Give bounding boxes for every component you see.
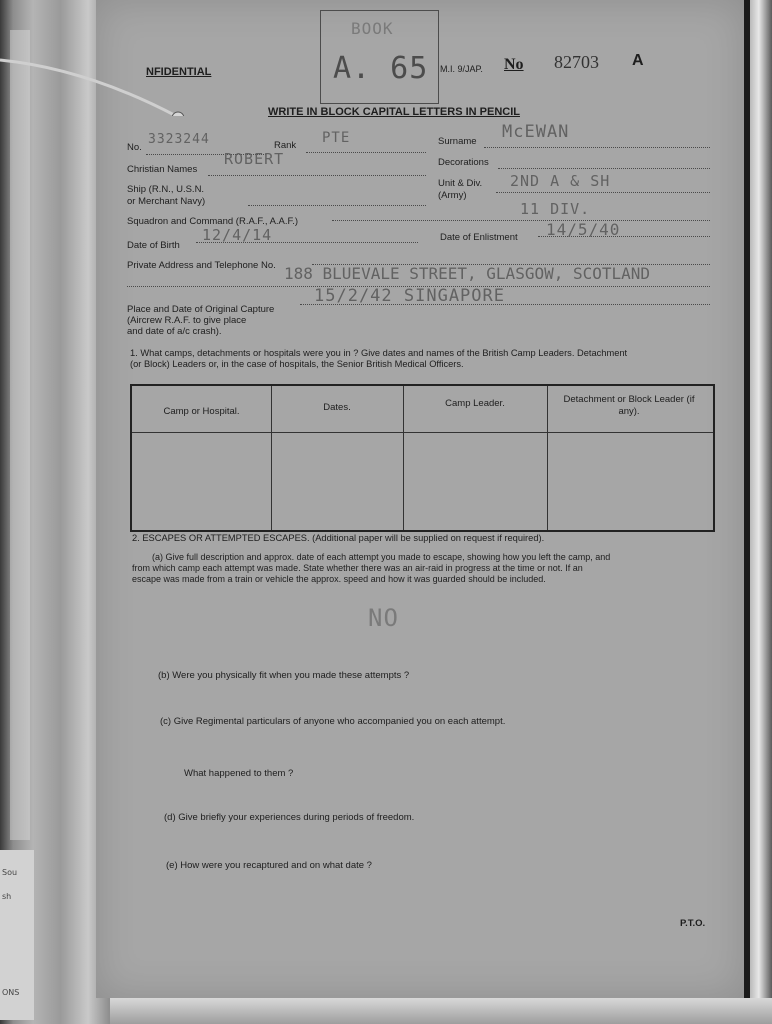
- number-symbol: No: [504, 56, 524, 73]
- escape-answer: NO: [368, 604, 399, 632]
- pto-label: P.T.O.: [680, 918, 706, 929]
- rank-label: Rank: [274, 140, 297, 151]
- ship-label-1: Ship (R.N., U.S.N.: [127, 184, 205, 195]
- folder-page-edges: [10, 30, 30, 840]
- ship-line: [248, 205, 426, 206]
- dob-entry: 12/4/14: [202, 226, 273, 244]
- folder-label-text-1: Sou: [2, 868, 18, 877]
- question-2e: (e) How were you recaptured and on what date ?: [166, 860, 372, 871]
- stamp-number: A. 65: [333, 51, 429, 86]
- question-2a-line-3: escape was made from a train or vehicle the approx. speed and how it was guarded should be included.: [132, 574, 546, 584]
- surname-line: [484, 147, 710, 148]
- instruction-heading: WRITE IN BLOCK CAPITAL LETTERS IN PENCIL: [268, 106, 520, 118]
- folder-label: [0, 850, 34, 1020]
- question-2a-line-2: from which camp each attempt was made. State whether there was an air-raid in progress at the time or not. If an: [132, 563, 583, 573]
- surname-entry: McEWAN: [502, 122, 570, 142]
- form-suffix: A: [632, 52, 644, 69]
- capture-label-3: and date of a/c crash).: [127, 326, 222, 337]
- decorations-label: Decorations: [438, 157, 489, 168]
- unit-label-1: Unit & Div.: [438, 178, 483, 189]
- table-header-detachment: Detachment or Block Leader (if any).: [563, 394, 695, 417]
- form-page: [96, 0, 744, 998]
- camps-table: [130, 384, 715, 532]
- form-number: 82703: [554, 52, 599, 72]
- unit-line: [496, 192, 710, 193]
- question-1-line-2: (or Block) Leaders or, in the case of hospitals, the Senior British Medical Officers.: [130, 359, 464, 369]
- ship-label-2: or Merchant Navy): [127, 196, 206, 207]
- capture-label-1: Place and Date of Original Capture: [127, 304, 275, 315]
- squadron-label: Squadron and Command (R.A.F., A.A.F.): [127, 216, 299, 227]
- unit-label-2: (Army): [438, 190, 467, 201]
- christian-names-line: [208, 175, 426, 176]
- table-header-leader: Camp Leader.: [445, 398, 505, 409]
- capture-entry: 15/2/42 SINGAPORE: [314, 286, 505, 306]
- decorations-line: [498, 168, 710, 169]
- question-2d: (d) Give briefly your experiences during periods of freedom.: [164, 812, 415, 823]
- registry-stamp: [320, 10, 439, 104]
- christian-names-entry: ROBERT: [224, 150, 285, 168]
- unit-entry: 2ND A & SH: [510, 172, 611, 190]
- table-header-rule: [132, 432, 713, 433]
- folder-label-text-2: sh: [2, 892, 12, 901]
- question-2-heading: 2. ESCAPES OR ATTEMPTED ESCAPES. (Additional paper will be supplied on request if required).: [132, 533, 545, 543]
- squadron-line: [332, 220, 710, 221]
- stack-bottom-edge: [110, 998, 772, 1024]
- question-2b: (b) Were you physically fit when you made these attempts ?: [158, 670, 410, 681]
- question-1-line-1: 1. What camps, detachments or hospitals were you in ? Give dates and names of the British Camp Leaders. Detachment: [130, 348, 628, 358]
- rank-entry: PTE: [322, 130, 351, 146]
- folder-label-text-3: ONS: [2, 988, 20, 997]
- enlistment-entry: 14/5/40: [546, 220, 621, 239]
- address-label: Private Address and Telephone No.: [127, 260, 276, 271]
- christian-names-label: Christian Names: [127, 164, 198, 175]
- division-entry: 11 DIV.: [520, 200, 591, 218]
- dob-label: Date of Birth: [127, 240, 180, 251]
- enlistment-label: Date of Enlistment: [440, 232, 518, 243]
- tag-string: [0, 56, 190, 116]
- folder-spine: [0, 0, 110, 1024]
- no-label: No.: [127, 142, 142, 153]
- form-reference: M.I. 9/JAP.: [440, 64, 483, 74]
- question-2c-sub: What happened to them ?: [184, 768, 294, 779]
- confidential-heading: NFIDENTIAL: [146, 66, 212, 78]
- question-2a-line-1: (a) Give full description and approx. date of each attempt you made to escape, showing how you left the camp, and: [152, 552, 611, 562]
- capture-label-2: (Aircrew R.A.F. to give place: [127, 315, 247, 326]
- surname-label: Surname: [438, 136, 477, 147]
- stamp-faded-text: BOOK: [351, 19, 394, 38]
- stack-right-edge: [750, 0, 772, 1024]
- table-header-dates: Dates.: [323, 402, 351, 413]
- question-2c: (c) Give Regimental particulars of anyone who accompanied you on each attempt.: [160, 716, 506, 727]
- table-divider-3: [547, 386, 548, 530]
- rank-line: [306, 152, 426, 153]
- table-header-camp: Camp or Hospital.: [163, 406, 240, 417]
- address-entry: 188 BLUEVALE STREET, GLASGOW, SCOTLAND: [284, 264, 651, 283]
- service-number: 3323244: [148, 132, 210, 147]
